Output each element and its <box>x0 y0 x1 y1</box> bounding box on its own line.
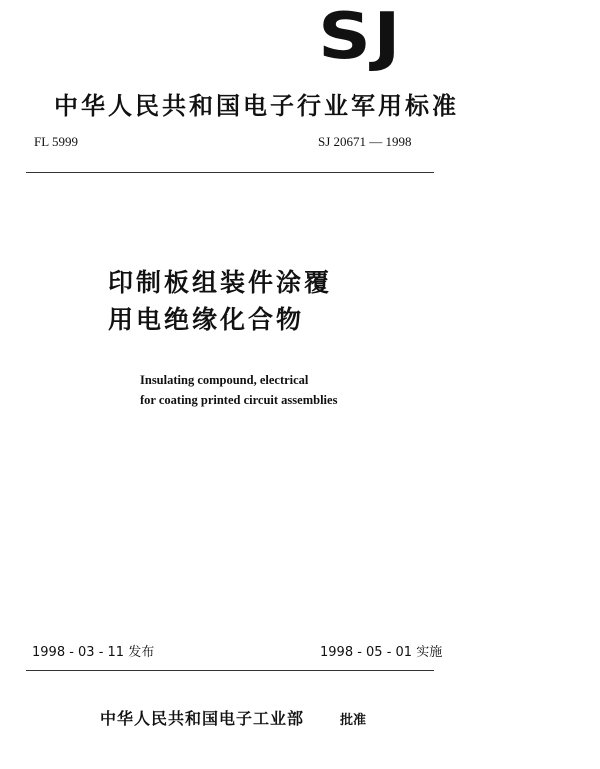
approval-label: 批准 <box>340 713 367 728</box>
issuing-authority: 中华人民共和国电子工业部 <box>100 709 305 728</box>
sj-logo: SJ <box>318 0 403 74</box>
title-en-line-1: Insulating compound, electrical <box>140 373 309 387</box>
document-title-en <box>140 370 337 410</box>
document-title-cn <box>108 264 332 338</box>
title-cn-line-1: 印制板组装件涂覆 <box>108 268 333 297</box>
standard-number: SJ 20671 — 1998 <box>318 134 412 149</box>
title-cn-line-2: 用电绝缘化合物 <box>108 305 305 334</box>
top-divider <box>26 172 434 173</box>
bottom-divider <box>26 670 434 671</box>
title-en-line-2: for coating printed circuit assemblies <box>140 393 338 407</box>
implementation-date: 1998 - 05 - 01 实施 <box>320 645 443 660</box>
header-title: 中华人民共和国电子行业军用标准 <box>54 92 459 120</box>
classification-code: FL 5999 <box>34 134 78 149</box>
issue-date: 1998 - 03 - 11 发布 <box>32 645 155 660</box>
